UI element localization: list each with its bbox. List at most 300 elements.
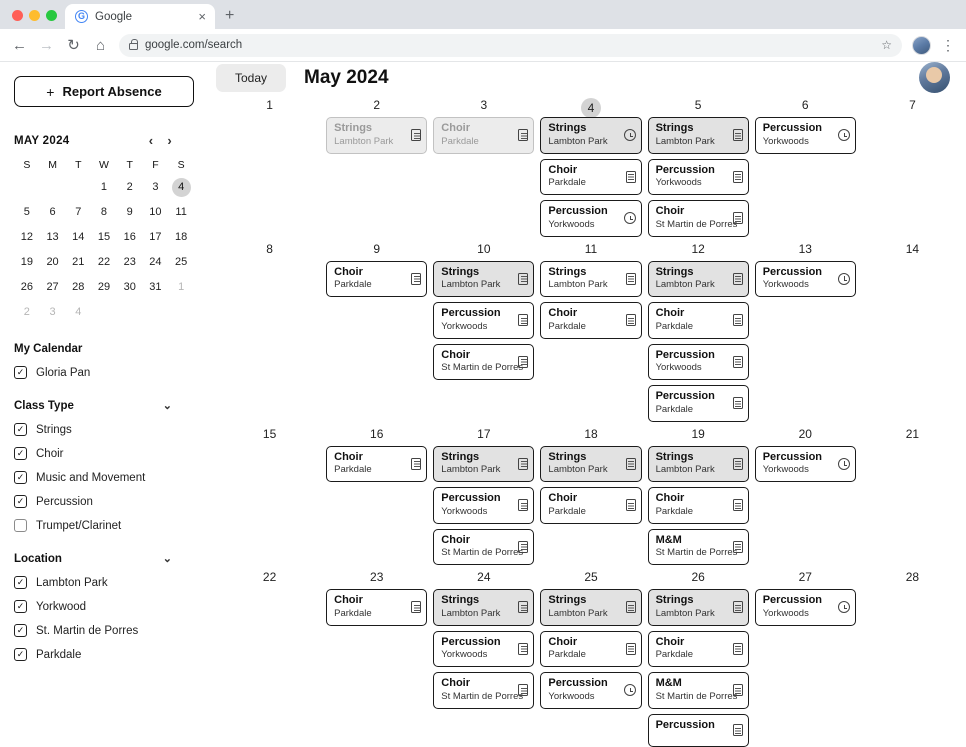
mini-calendar-day[interactable]: 1 bbox=[178, 281, 185, 293]
mini-calendar-day[interactable]: 30 bbox=[123, 281, 136, 293]
bookmark-star-icon[interactable]: ☆ bbox=[881, 38, 892, 52]
calendar-day-number[interactable]: 16 bbox=[370, 426, 384, 441]
class-type-item[interactable] bbox=[14, 519, 194, 532]
document-icon[interactable] bbox=[626, 273, 636, 285]
calendar-day-cell[interactable] bbox=[752, 422, 859, 566]
calendar-day-cell[interactable] bbox=[537, 237, 644, 422]
calendar-event[interactable] bbox=[540, 159, 641, 196]
calendar-day-events bbox=[540, 261, 641, 339]
calendar-event-icon[interactable] bbox=[733, 724, 743, 736]
calendar-day-number[interactable]: 27 bbox=[798, 570, 812, 585]
checkbox-icon[interactable]: ✓ bbox=[14, 624, 27, 637]
calendar-event[interactable] bbox=[326, 446, 427, 483]
calendar-event-title: Choir bbox=[548, 635, 578, 648]
calendar-day-number[interactable]: 8 bbox=[266, 241, 273, 256]
calendar-event[interactable] bbox=[433, 529, 534, 566]
mini-calendar-prev-icon[interactable]: ‹ bbox=[148, 133, 154, 148]
calendar-event-location: Yorkwoods bbox=[762, 279, 809, 291]
calendar-event[interactable] bbox=[648, 631, 749, 668]
mini-calendar-day[interactable]: 31 bbox=[149, 281, 162, 293]
browser-menu-icon[interactable]: ⋮ bbox=[941, 37, 955, 53]
calendar-event-icon[interactable] bbox=[838, 273, 850, 285]
calendar-event[interactable] bbox=[540, 302, 641, 339]
calendar-event-icon[interactable] bbox=[624, 684, 636, 696]
calendar-event[interactable] bbox=[755, 589, 856, 626]
minimize-window-icon[interactable] bbox=[29, 10, 40, 21]
calendar-event[interactable] bbox=[755, 261, 856, 298]
calendar-day-number[interactable]: 13 bbox=[798, 241, 812, 256]
mini-calendar-day[interactable]: 11 bbox=[175, 206, 187, 218]
document-icon[interactable] bbox=[626, 499, 636, 511]
calendar-event-icon[interactable] bbox=[733, 397, 743, 409]
checkbox-icon[interactable] bbox=[14, 519, 27, 532]
calendar-event-icon[interactable] bbox=[518, 458, 528, 470]
calendar-day-number[interactable]: 18 bbox=[584, 426, 598, 441]
calendar-event-icon[interactable] bbox=[733, 356, 743, 368]
report-absence-button[interactable] bbox=[14, 76, 194, 107]
calendar-event[interactable] bbox=[648, 714, 749, 747]
close-window-icon[interactable] bbox=[12, 10, 23, 21]
document-icon[interactable] bbox=[733, 458, 743, 470]
document-icon[interactable] bbox=[733, 212, 743, 224]
calendar-event-icon[interactable] bbox=[733, 684, 743, 696]
google-favicon-icon: G bbox=[75, 10, 88, 23]
calendar-event[interactable] bbox=[648, 117, 749, 154]
mini-calendar-day[interactable]: 9 bbox=[126, 206, 133, 218]
calendar-day-cell[interactable] bbox=[216, 93, 323, 237]
calendar-event-title: Strings bbox=[548, 265, 587, 278]
clock-icon[interactable] bbox=[624, 129, 636, 141]
document-icon[interactable] bbox=[626, 171, 636, 183]
calendar-event-icon[interactable] bbox=[626, 601, 636, 613]
calendar-event[interactable] bbox=[755, 117, 856, 154]
calendar-event[interactable] bbox=[433, 631, 534, 668]
document-icon[interactable] bbox=[733, 397, 743, 409]
calendar-event-icon[interactable] bbox=[411, 129, 421, 141]
calendar-event-location: Yorkwoods bbox=[762, 607, 809, 619]
clock-icon[interactable] bbox=[838, 273, 850, 285]
calendar-day-cell[interactable] bbox=[645, 237, 752, 422]
calendar-event-icon[interactable] bbox=[733, 458, 743, 470]
mini-calendar-day[interactable]: 19 bbox=[20, 256, 33, 268]
calendar-day-number[interactable]: 25 bbox=[584, 570, 598, 585]
calendar-event[interactable] bbox=[540, 117, 641, 154]
calendar-event[interactable] bbox=[433, 589, 534, 626]
calendar-event[interactable] bbox=[648, 589, 749, 626]
mini-calendar-day[interactable]: 23 bbox=[123, 256, 136, 268]
calendar-day-cell[interactable] bbox=[430, 237, 537, 422]
calendar-event[interactable] bbox=[755, 446, 856, 483]
calendar-day-cell[interactable] bbox=[752, 237, 859, 422]
calendar-event[interactable] bbox=[540, 487, 641, 524]
calendar-event-icon[interactable] bbox=[518, 129, 528, 141]
calendar-event[interactable] bbox=[433, 117, 534, 154]
class-type-label: Class Type bbox=[14, 399, 74, 412]
calendar-event-icon[interactable] bbox=[518, 541, 528, 553]
back-icon[interactable]: ← bbox=[12, 36, 27, 54]
calendar-day-number[interactable]: 10 bbox=[477, 241, 491, 256]
calendar-event-icon[interactable] bbox=[838, 601, 850, 613]
mini-calendar-day[interactable] bbox=[14, 177, 40, 198]
checkbox-icon[interactable]: ✓ bbox=[14, 576, 27, 589]
calendar-day-cell[interactable] bbox=[645, 422, 752, 566]
calendar-day-number[interactable]: 4 bbox=[540, 93, 641, 117]
document-icon[interactable] bbox=[518, 129, 528, 141]
calendar-day-number[interactable]: 21 bbox=[905, 426, 920, 441]
address-bar-url: google.com/search bbox=[145, 39, 243, 51]
calendar-day-number[interactable]: 22 bbox=[262, 570, 277, 585]
checkbox-icon[interactable]: ✓ bbox=[14, 366, 27, 379]
calendar-event-icon[interactable] bbox=[838, 458, 850, 470]
browser-tab[interactable] bbox=[65, 4, 215, 29]
document-icon[interactable] bbox=[733, 171, 743, 183]
calendar-day-number[interactable]: 11 bbox=[584, 241, 598, 256]
location-item[interactable] bbox=[14, 576, 194, 589]
calendar-event-icon[interactable] bbox=[518, 643, 528, 655]
calendar-day-cell[interactable] bbox=[323, 565, 430, 747]
document-icon[interactable] bbox=[733, 129, 743, 141]
forward-icon[interactable]: → bbox=[39, 36, 54, 54]
mini-calendar-dow: S bbox=[23, 159, 31, 171]
calendar-day-cell[interactable] bbox=[216, 422, 323, 566]
document-icon[interactable] bbox=[518, 458, 528, 470]
calendar-day-number[interactable]: 24 bbox=[477, 570, 491, 585]
mini-calendar-day[interactable]: 28 bbox=[72, 281, 85, 293]
document-icon[interactable] bbox=[626, 601, 636, 613]
document-icon[interactable] bbox=[518, 684, 528, 696]
calendar-event-title: Choir bbox=[334, 265, 363, 278]
window-traffic-lights[interactable] bbox=[8, 10, 65, 29]
mini-calendar-day[interactable]: 22 bbox=[97, 256, 111, 268]
calendar-event-title: Percussion bbox=[548, 677, 608, 690]
location-item[interactable] bbox=[14, 600, 194, 613]
calendar-event-icon[interactable] bbox=[624, 212, 636, 224]
calendar-day-number[interactable]: 5 bbox=[694, 98, 702, 112]
calendar-day-number[interactable]: 3 bbox=[480, 98, 488, 112]
calendar-day-number[interactable]: 17 bbox=[477, 426, 491, 441]
mini-calendar-day[interactable]: 7 bbox=[75, 206, 82, 218]
checkbox-icon[interactable]: ✓ bbox=[14, 423, 27, 436]
calendar-day-cell[interactable] bbox=[430, 422, 537, 566]
calendar-day-cell[interactable] bbox=[323, 93, 430, 237]
calendar-event[interactable] bbox=[433, 261, 534, 298]
mini-calendar-day[interactable]: 24 bbox=[149, 256, 162, 268]
calendar-event[interactable] bbox=[648, 200, 749, 237]
document-icon[interactable] bbox=[733, 541, 743, 553]
calendar-event[interactable] bbox=[540, 672, 641, 709]
mini-calendar-grid[interactable] bbox=[14, 157, 194, 323]
mini-calendar-day[interactable]: 21 bbox=[72, 256, 85, 268]
checkbox-icon[interactable]: ✓ bbox=[14, 495, 27, 508]
calendar-event-icon[interactable] bbox=[733, 541, 743, 553]
calendar-day-number[interactable]: 20 bbox=[798, 426, 812, 441]
chevron-down-icon[interactable]: ⌄ bbox=[162, 553, 172, 565]
clock-icon[interactable] bbox=[838, 458, 850, 470]
mini-calendar-day[interactable]: 27 bbox=[46, 281, 59, 293]
mini-calendar-day[interactable]: 20 bbox=[46, 256, 59, 268]
calendar-day-number[interactable]: 26 bbox=[691, 570, 705, 585]
close-icon[interactable]: × bbox=[198, 9, 206, 24]
calendar-day-number[interactable]: 12 bbox=[691, 241, 705, 256]
calendar-day-number[interactable]: 9 bbox=[373, 241, 381, 256]
calendar-event[interactable] bbox=[648, 344, 749, 381]
mini-calendar-day[interactable]: 10 bbox=[149, 206, 162, 218]
calendar-event-title: M&M bbox=[655, 677, 682, 690]
mini-calendar-day[interactable]: 2 bbox=[23, 306, 30, 318]
document-icon[interactable] bbox=[626, 458, 636, 470]
calendar-day-cell[interactable] bbox=[859, 422, 966, 566]
calendar-event-icon[interactable] bbox=[626, 273, 636, 285]
mini-calendar-day[interactable]: 13 bbox=[46, 231, 59, 243]
calendar-day-cell[interactable] bbox=[216, 565, 323, 747]
my-calendar-list bbox=[14, 366, 194, 379]
calendar-day-cell[interactable] bbox=[859, 565, 966, 747]
calendar-event-title: Percussion bbox=[762, 122, 823, 134]
calendar-day-cell[interactable] bbox=[216, 237, 323, 422]
class-type-item[interactable] bbox=[14, 423, 194, 436]
mini-calendar-day[interactable]: 15 bbox=[97, 231, 111, 243]
calendar-event-icon[interactable] bbox=[626, 171, 636, 183]
document-icon[interactable] bbox=[411, 601, 421, 613]
calendar-event-icon[interactable] bbox=[733, 314, 743, 326]
calendar-event-icon[interactable] bbox=[518, 684, 528, 696]
mini-calendar-day[interactable]: 3 bbox=[49, 306, 56, 318]
document-icon[interactable] bbox=[518, 356, 528, 368]
calendar-event-title: Strings bbox=[334, 122, 373, 134]
calendar-event-icon[interactable] bbox=[733, 499, 743, 511]
calendar-event-icon[interactable] bbox=[838, 129, 850, 141]
calendar-event[interactable] bbox=[648, 385, 749, 422]
document-icon[interactable] bbox=[518, 541, 528, 553]
mini-calendar-day[interactable]: 1 bbox=[100, 181, 108, 193]
mini-calendar-month: MAY 2024 bbox=[14, 134, 70, 147]
calendar-day-number[interactable]: 23 bbox=[370, 570, 384, 585]
document-icon[interactable] bbox=[518, 601, 528, 613]
mini-calendar-day[interactable]: 5 bbox=[23, 206, 30, 218]
calendar-event-icon[interactable] bbox=[518, 273, 528, 285]
calendar-day-cell[interactable] bbox=[430, 565, 537, 747]
calendar-event-icon[interactable] bbox=[733, 171, 743, 183]
calendar-event[interactable] bbox=[648, 487, 749, 524]
document-icon[interactable] bbox=[733, 499, 743, 511]
calendar-event[interactable] bbox=[648, 672, 749, 709]
calendar-event-icon[interactable] bbox=[733, 601, 743, 613]
document-icon[interactable] bbox=[411, 273, 421, 285]
mini-calendar-day[interactable]: 3 bbox=[152, 181, 159, 193]
mini-calendar-day[interactable]: 2 bbox=[126, 181, 133, 193]
location-section-title[interactable] bbox=[14, 552, 194, 565]
mini-calendar-day[interactable]: 29 bbox=[97, 281, 111, 293]
calendar-day-events bbox=[755, 261, 856, 298]
report-absence-label: Report Absence bbox=[62, 84, 162, 99]
calendar-day-cell[interactable] bbox=[752, 93, 859, 237]
calendar-event-icon[interactable] bbox=[624, 129, 636, 141]
calendar-event-title: Strings bbox=[655, 265, 694, 278]
calendar-event-icon[interactable] bbox=[626, 458, 636, 470]
calendar-day-cell[interactable] bbox=[537, 565, 644, 747]
class-type-item-label: Music and Movement bbox=[36, 471, 146, 484]
calendar-event[interactable] bbox=[648, 261, 749, 298]
reload-icon[interactable]: ↻ bbox=[67, 36, 80, 54]
mini-calendar-day[interactable]: 8 bbox=[100, 206, 108, 218]
calendar-day-cell[interactable] bbox=[752, 565, 859, 747]
calendar-day-events bbox=[755, 589, 856, 626]
calendar-event-icon[interactable] bbox=[518, 499, 528, 511]
calendar-event[interactable] bbox=[540, 261, 641, 298]
document-icon[interactable] bbox=[733, 314, 743, 326]
calendar-event-title: Choir bbox=[441, 348, 471, 361]
calendar-day-cell[interactable] bbox=[645, 565, 752, 747]
calendar-event-title: Strings bbox=[655, 450, 694, 463]
mini-calendar-day[interactable]: 26 bbox=[20, 281, 33, 293]
mini-calendar-day[interactable] bbox=[40, 177, 66, 198]
calendar-day-cell[interactable] bbox=[859, 93, 966, 237]
class-type-section-title[interactable] bbox=[14, 399, 194, 412]
calendar-event[interactable] bbox=[433, 302, 534, 339]
calendar-event[interactable] bbox=[433, 344, 534, 381]
class-type-item[interactable] bbox=[14, 495, 194, 508]
calendar-event-icon[interactable] bbox=[733, 212, 743, 224]
calendar-event[interactable] bbox=[326, 117, 427, 154]
home-icon[interactable]: ⌂ bbox=[95, 36, 106, 54]
calendar-day-cell[interactable] bbox=[537, 422, 644, 566]
calendar-day-cell[interactable] bbox=[323, 422, 430, 566]
calendar-day-number[interactable]: 6 bbox=[801, 98, 809, 112]
calendar-event[interactable] bbox=[326, 589, 427, 626]
calendar-day-events bbox=[433, 446, 534, 566]
user-avatar[interactable] bbox=[919, 62, 950, 93]
mini-calendar-day[interactable]: 4 bbox=[75, 306, 82, 318]
mini-calendar-next-icon[interactable]: › bbox=[167, 133, 172, 148]
clock-icon[interactable] bbox=[624, 684, 636, 696]
calendar-day-cell[interactable] bbox=[430, 93, 537, 237]
mini-calendar-day[interactable]: 18 bbox=[175, 231, 188, 243]
mini-calendar-day[interactable]: 14 bbox=[72, 231, 85, 243]
calendar-event-icon[interactable] bbox=[626, 314, 636, 326]
my-calendar-section-title bbox=[14, 343, 194, 355]
document-icon[interactable] bbox=[518, 314, 528, 326]
location-item[interactable] bbox=[14, 624, 194, 637]
document-icon[interactable] bbox=[518, 273, 528, 285]
location-item[interactable] bbox=[14, 648, 194, 661]
document-icon[interactable] bbox=[626, 314, 636, 326]
calendar-day-cell[interactable] bbox=[323, 237, 430, 422]
document-icon[interactable] bbox=[411, 129, 421, 141]
checkbox-icon[interactable]: ✓ bbox=[14, 600, 27, 613]
calendar-event-icon[interactable] bbox=[626, 499, 636, 511]
calendar-day-events bbox=[540, 117, 641, 237]
calendar-event-icon[interactable] bbox=[518, 601, 528, 613]
document-icon[interactable] bbox=[733, 356, 743, 368]
mini-calendar-day[interactable]: 12 bbox=[20, 231, 33, 243]
calendar-event[interactable] bbox=[540, 446, 641, 483]
calendar-event-title: Choir bbox=[441, 677, 471, 690]
checkbox-icon[interactable]: ✓ bbox=[14, 447, 27, 460]
calendar-event-location: Parkdale bbox=[334, 607, 372, 619]
mini-calendar-day[interactable]: 25 bbox=[175, 256, 188, 268]
calendar-day-number[interactable]: 28 bbox=[905, 570, 920, 585]
chevron-down-icon[interactable]: ⌄ bbox=[162, 400, 172, 412]
calendar-event[interactable] bbox=[648, 529, 749, 566]
checkbox-icon[interactable]: ✓ bbox=[14, 648, 27, 661]
calendar-event[interactable] bbox=[433, 487, 534, 524]
document-icon[interactable] bbox=[411, 458, 421, 470]
calendar-day-number[interactable]: 7 bbox=[909, 98, 916, 112]
mini-calendar-day[interactable] bbox=[65, 177, 91, 198]
calendar-day-cell[interactable] bbox=[537, 93, 644, 237]
calendar-event-icon[interactable] bbox=[411, 601, 421, 613]
calendar-event[interactable] bbox=[648, 446, 749, 483]
document-icon[interactable] bbox=[733, 601, 743, 613]
clock-icon[interactable] bbox=[838, 129, 850, 141]
new-tab-button[interactable]: + bbox=[225, 7, 235, 24]
calendar-event[interactable] bbox=[540, 589, 641, 626]
address-bar[interactable] bbox=[119, 34, 902, 57]
calendar-event-icon[interactable] bbox=[518, 356, 528, 368]
document-icon[interactable] bbox=[733, 273, 743, 285]
mini-calendar-day[interactable]: 17 bbox=[149, 231, 162, 243]
checkbox-icon[interactable]: ✓ bbox=[14, 471, 27, 484]
document-icon[interactable] bbox=[733, 643, 743, 655]
document-icon[interactable] bbox=[733, 724, 743, 736]
document-icon[interactable] bbox=[518, 643, 528, 655]
my-calendar-item[interactable] bbox=[14, 366, 194, 379]
mini-calendar-day[interactable]: 6 bbox=[49, 206, 56, 218]
mini-calendar-dow: S bbox=[177, 159, 185, 171]
calendar-day-number[interactable]: 1 bbox=[266, 98, 273, 112]
mini-calendar-day[interactable]: 4 bbox=[168, 177, 194, 198]
calendar-event-icon[interactable] bbox=[411, 273, 421, 285]
calendar-event-icon[interactable] bbox=[626, 643, 636, 655]
calendar-day-number[interactable]: 2 bbox=[373, 98, 381, 112]
document-icon[interactable] bbox=[733, 684, 743, 696]
today-button[interactable]: Today bbox=[216, 64, 286, 92]
profile-avatar[interactable] bbox=[912, 36, 931, 55]
calendar-event-icon[interactable] bbox=[733, 273, 743, 285]
document-icon[interactable] bbox=[626, 643, 636, 655]
browser-toolbar bbox=[0, 29, 966, 62]
document-icon[interactable] bbox=[518, 499, 528, 511]
calendar-day-number[interactable]: 15 bbox=[262, 426, 277, 441]
calendar-event-location: Lambton Park bbox=[441, 607, 501, 619]
calendar-event-icon[interactable] bbox=[733, 643, 743, 655]
calendar-event-location: Yorkwoods bbox=[762, 464, 809, 476]
calendar-event[interactable] bbox=[540, 200, 641, 237]
class-type-item[interactable] bbox=[14, 471, 194, 484]
calendar-event-title: Percussion bbox=[762, 265, 823, 278]
calendar-event[interactable] bbox=[433, 446, 534, 483]
calendar-day-cell[interactable] bbox=[859, 237, 966, 422]
calendar-event-icon[interactable] bbox=[411, 458, 421, 470]
calendar-event-icon[interactable] bbox=[518, 314, 528, 326]
calendar-event[interactable] bbox=[540, 631, 641, 668]
calendar-day-number[interactable]: 14 bbox=[905, 241, 920, 256]
clock-icon[interactable] bbox=[624, 212, 636, 224]
mini-calendar-day[interactable]: 16 bbox=[123, 231, 136, 243]
calendar-event[interactable] bbox=[648, 159, 749, 196]
calendar-day-cell[interactable] bbox=[645, 93, 752, 237]
calendar-event[interactable] bbox=[648, 302, 749, 339]
calendar-day-number[interactable]: 19 bbox=[691, 426, 705, 441]
calendar-event-title: Percussion bbox=[655, 348, 715, 361]
calendar-event[interactable] bbox=[433, 672, 534, 709]
clock-icon[interactable] bbox=[838, 601, 850, 613]
calendar-event-icon[interactable] bbox=[733, 129, 743, 141]
calendar-event[interactable] bbox=[326, 261, 427, 298]
class-type-item[interactable] bbox=[14, 447, 194, 460]
calendar-event-title: Strings bbox=[441, 450, 480, 463]
maximize-window-icon[interactable] bbox=[46, 10, 57, 21]
